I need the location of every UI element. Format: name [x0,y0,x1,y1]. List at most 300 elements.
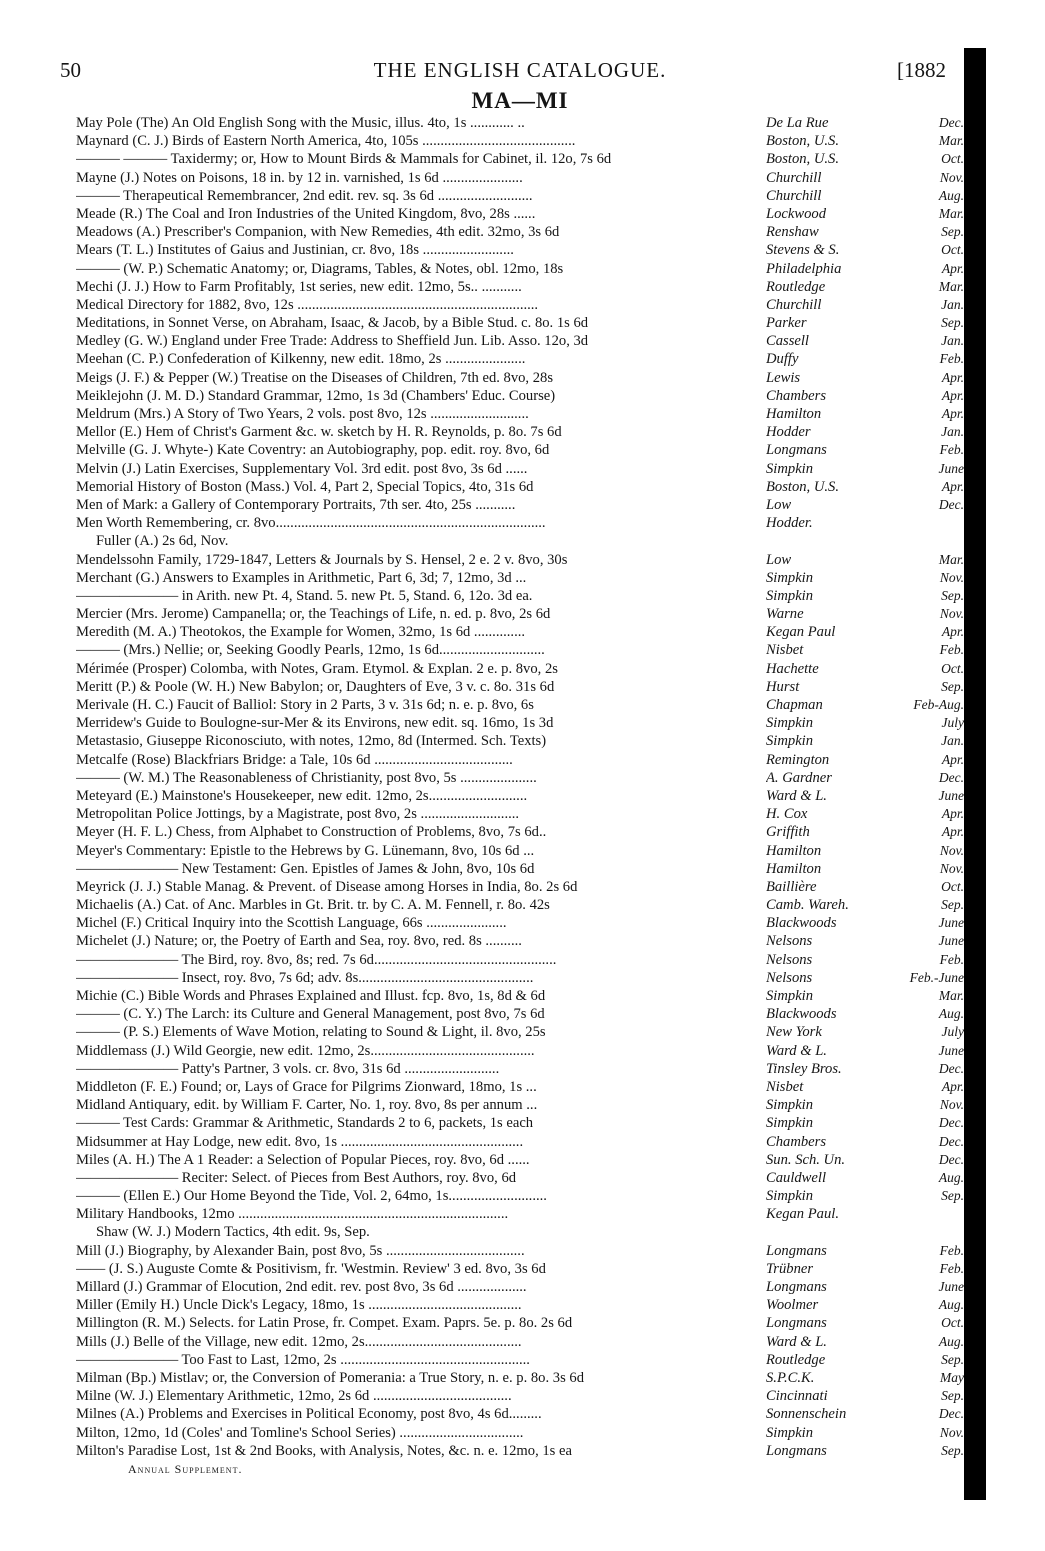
entry-description: Meritt (P.) & Poole (W. H.) New Babylon; or, Daughters of Eve, 3 v. c. 8o. 31s 6d [76,678,555,695]
entry-publisher-date [766,987,964,1005]
entry-description: Meigs (J. F.) & Pepper (W.) Treatise on the Diseases of Children, 7th ed. 8vo, 28s [76,369,553,386]
entry-date: Jan. [941,733,964,749]
catalogue-entry [76,551,964,569]
entry-publisher: Ward & L. [766,787,827,804]
entry-publisher: Lewis [766,369,801,386]
entry-publisher-date [766,860,964,878]
entry-publisher-date [766,514,964,532]
entry-publisher: Chambers [766,387,826,404]
entry-description: Memorial History of Boston (Mass.) Vol. 4, Part 2, Special Topics, 4to, 31s 6d [76,478,534,495]
entry-publisher-date [766,260,964,278]
entry-publisher-date [766,1096,964,1114]
catalogue-entry [76,532,964,550]
entry-publisher: Boston, U.S. [766,151,839,168]
entry-publisher-date [766,1114,964,1132]
catalogue-entry [76,387,964,405]
entry-publisher-date [766,1005,964,1023]
catalogue-entry [76,1096,964,1114]
entry-date: May [940,1369,964,1385]
entry-publisher-date [766,169,964,187]
entry-description: Mayne (J.) Notes on Poisons, 18 in. by 12 in. varnished, 1s 6d ...................... [76,169,523,186]
entry-publisher-date [766,823,964,841]
entry-publisher-date [766,1169,964,1187]
entry-publisher-date [766,969,964,987]
catalogue-entry [76,678,964,696]
entry-date: Nov. [939,606,964,622]
entry-publisher: H. Cox [766,806,808,823]
entry-publisher-date [766,223,964,241]
entry-description: Middleton (F. E.) Found; or, Lays of Grace for Pilgrims Zionward, 18mo, 1s ... [76,1078,537,1095]
entry-description: Milton, 12mo, 1d (Coles' and Tomline's School Series) .................................. [76,1424,524,1441]
section-heading: MA—MI [471,88,569,113]
entry-date: Nov. [939,1424,964,1440]
entry-publisher: De La Rue [766,115,829,131]
entry-date: Feb. [939,951,964,967]
entry-publisher-date [766,350,964,368]
entry-publisher: Tinsley Bros. [766,1060,842,1077]
entry-date: Dec. [938,1133,964,1149]
entry-publisher-date [766,405,964,423]
entry-date: June [938,1042,964,1058]
entry-publisher: Churchill [766,296,822,313]
entry-date: Sep. [941,315,964,331]
entry-publisher: Nisbet [766,1078,804,1095]
catalogue-entry [76,569,964,587]
entry-publisher: Longmans [766,442,827,459]
entry-publisher-date [766,696,964,714]
entry-date: June [938,787,964,803]
entry-publisher: Blackwoods [766,915,837,932]
entry-description: Midland Antiquary, edit. by William F. Carter, No. 1, roy. 8vo, 8s per annum ... [76,1097,538,1114]
entry-description: Milman (Bp.) Mistlav; or, the Conversion of Pomerania: a True Story, n. e. p. 8o. 3s 6d [76,1369,584,1386]
entry-description: Meehan (C. P.) Confederation of Kilkenny, new edit. 18mo, 2s ...................... [76,351,526,368]
entry-description: —— (J. S.) Auguste Comte & Positivism, fr. 'Westmin. Review' 3 ed. 8vo, 3s 6d [76,1260,546,1277]
catalogue-entry [76,1169,964,1187]
entry-date: July [941,1024,964,1040]
entry-publisher: Renshaw [766,224,819,241]
catalogue-entry [76,260,964,278]
entry-publisher-date [766,278,964,296]
catalogue-entry [76,860,964,878]
entry-publisher: Routledge [766,278,826,295]
entry-publisher: Ward & L. [766,1042,827,1059]
entry-publisher-date [766,605,964,623]
catalogue-entry [76,369,964,387]
entry-publisher-date [766,751,964,769]
entry-publisher-date [766,842,964,860]
entry-publisher: Longmans [766,1242,827,1259]
entry-description: Milnes (A.) Problems and Exercises in Political Economy, post 8vo, 4s 6d......... [76,1406,542,1423]
entry-publisher: Simpkin [766,1097,814,1114]
entry-date: Nov. [939,860,964,876]
entry-publisher: Boston, U.S. [766,133,839,150]
entry-date: Dec. [938,1406,964,1422]
entry-publisher-date [766,551,964,569]
entry-publisher-date [766,114,964,132]
catalogue-entry [76,205,964,223]
entry-date: June [938,933,964,949]
entry-date: Aug. [938,187,964,203]
entry-description: ——— (W. M.) The Reasonableness of Christianity, post 8vo, 5s ..................... [76,769,537,786]
entry-publisher: Nisbet [766,642,804,659]
entry-publisher: Simpkin [766,715,814,732]
entry-publisher: Simpkin [766,1424,814,1441]
entry-description: Merivale (H. C.) Faucit of Balliol: Story in 2 Parts, 3 v. 31s 6d; n. e. p. 8vo, 6s [76,697,534,713]
entry-publisher-date [766,132,964,150]
entry-publisher: Cassell [766,333,809,350]
entry-description: Meadows (A.) Prescriber's Companion, with New Remedies, 4th edit. 32mo, 3s 6d [76,224,560,241]
entry-date: Oct. [941,242,964,258]
entry-publisher: Simpkin [766,988,814,1004]
entry-date: June [938,915,964,931]
catalogue-entry [76,1223,964,1241]
entry-date: Nov. [939,169,964,185]
entry-publisher-date [766,878,964,896]
entry-publisher-date [766,805,964,823]
catalogue-page [60,58,964,1477]
entry-publisher-date [766,732,964,750]
entry-publisher: Blackwoods [766,1006,837,1023]
entry-date: Mar. [938,988,964,1003]
entry-publisher-date [766,1260,964,1278]
entry-description: Metastasio, Giuseppe Riconosciuto, with notes, 12mo, 8d (Intermed. Sch. Texts) [76,733,547,750]
entry-publisher: Chambers [766,1133,826,1150]
entry-publisher-date [770,1223,964,1241]
entry-publisher-date [766,932,964,950]
entry-date: Sep. [941,1388,964,1404]
entry-publisher-date [770,532,964,550]
entry-publisher: Hodder [766,424,811,441]
entry-description: Meldrum (Mrs.) A Story of Two Years, 2 vols. post 8vo, 12s ........................... [76,406,529,422]
entry-date: Feb. [939,442,964,458]
catalogue-entry [76,223,964,241]
catalogue-entry [76,1042,964,1060]
entry-description: Fuller (A.) 2s 6d, Nov. [96,533,229,550]
catalogue-entry [76,787,964,805]
catalogue-entry [76,423,964,441]
entry-publisher: Cincinnati [766,1388,828,1405]
entry-publisher-date [766,150,964,168]
entry-publisher: Warne [766,606,804,623]
entry-publisher: Lockwood [766,205,826,222]
catalogue-entry [76,1405,964,1423]
entry-date: Apr. [941,1078,964,1094]
entry-publisher-date [766,441,964,459]
entry-publisher: Woolmer [766,1297,819,1314]
entry-date: Aug. [938,1006,964,1022]
entry-publisher: Low [766,551,792,568]
entry-description: Melvin (J.) Latin Exercises, Supplementary Vol. 3rd edit. post 8vo, 3s 6d ...... [76,460,528,477]
entry-publisher: Duffy [766,351,799,368]
entry-description: Mill (J.) Biography, by Alexander Bain, post 8vo, 5s ...................................... [76,1242,525,1259]
entry-publisher: Longmans [766,1442,827,1459]
entry-publisher-date [766,896,964,914]
entry-description: Medley (G. W.) England under Free Trade: Address to Sheffield Jun. Lib. Asso. 12o, 3d [76,333,589,350]
catalogue-entry [76,187,964,205]
entry-publisher-date [766,1060,964,1078]
entry-description: Milton's Paradise Lost, 1st & 2nd Books, with Analysis, Notes, &c. n. e. 12mo, 1s ea [76,1442,572,1459]
catalogue-entry [76,805,964,823]
catalogue-entry [76,1114,964,1132]
entry-publisher: Churchill [766,187,822,204]
entry-description: Metcalfe (Rose) Blackfriars Bridge: a Tale, 10s 6d ...................................... [76,751,513,768]
entry-date: Sep. [941,897,964,913]
entry-publisher-date [766,1042,964,1060]
entry-date: Dec. [938,115,964,130]
entry-date: Oct. [941,151,964,167]
entry-description: Meditations, in Sonnet Verse, on Abraham, Isaac, & Jacob, by a Bible Stud. c. 8o. 1s 6d [76,315,589,332]
entry-publisher: Philadelphia [766,260,842,277]
catalogue-entry [76,114,964,132]
entry-publisher: Longmans [766,1279,827,1295]
catalogue-entry [76,496,964,514]
catalogue-entry [76,1060,964,1078]
entry-publisher: Stevens & S. [766,242,840,259]
catalogue-entry [76,1133,964,1151]
entry-date: Mar. [938,551,964,567]
entry-publisher: Longmans [766,1315,827,1332]
entry-date: Feb-Aug. [913,697,964,712]
entry-date: Apr. [941,624,964,640]
entry-date: Apr. [941,387,964,403]
catalogue-entry [76,169,964,187]
entry-description: Middlemass (J.) Wild Georgie, new edit. 12mo, 2s............................................. [76,1042,535,1059]
catalogue-entry [76,878,964,896]
catalogue-entry [76,969,964,987]
catalogue-entry [76,350,964,368]
entry-description: Mellor (E.) Hem of Christ's Garment &c. w. sketch by H. R. Reynolds, p. 8o. 7s 6d [76,424,562,441]
entry-date: Oct. [941,1315,964,1331]
entry-publisher: Simpkin [766,733,814,750]
entry-publisher: Hachette [766,660,819,677]
catalogue-entry [76,1023,964,1041]
entry-description: ——————— The Bird, roy. 8vo, 8s; red. 7s 6d.................................................. [76,951,557,968]
page-number: 50 [60,58,81,82]
entry-publisher: Simpkin [766,587,814,604]
entry-date: Oct. [941,660,964,676]
entry-publisher: Simpkin [766,1188,814,1205]
catalogue-entry [76,896,964,914]
entry-publisher: Simpkin [766,460,814,477]
entry-date: Dec. [938,769,964,785]
catalogue-entry [76,1205,964,1223]
entry-publisher-date [766,1296,964,1314]
entry-description: Michelet (J.) Nature; or, the Poetry of Earth and Sea, roy. 8vo, red. 8s .......... [76,933,522,950]
entry-publisher-date [766,296,964,314]
catalogue-title: THE ENGLISH CATALOGUE. [373,58,667,82]
entry-publisher: Sonnenschein [766,1406,847,1423]
entry-publisher: Nelsons [766,951,813,968]
entry-date: Feb. [939,642,964,658]
catalogue-entry [76,1005,964,1023]
entry-publisher-date [766,1242,964,1260]
entry-publisher: Griffith [766,824,810,841]
catalogue-entry [76,514,964,532]
entry-publisher-date [766,1151,964,1169]
entry-publisher: Kegan Paul [766,624,836,641]
catalogue-entry [76,932,964,950]
entry-description: Maynard (C. J.) Birds of Eastern North America, 4to, 105s .......................................... [76,133,576,150]
entry-description: Mills (J.) Belle of the Village, new edit. 12mo, 2s........................................... [76,1333,522,1350]
entry-description: Mercier (Mrs. Jerome) Campanella; or, the Teachings of Life, n. ed. p. 8vo, 2s 6d [76,606,551,623]
entry-publisher-date [766,569,964,587]
catalogue-entry [76,1260,964,1278]
catalogue-entry [76,1333,964,1351]
entry-description: Milne (W. J.) Elementary Arithmetic, 12mo, 2s 6d ...................................... [76,1388,512,1405]
entry-description: Michaelis (A.) Cat. of Anc. Marbles in Gt. Brit. tr. by C. A. M. Fennell, r. 8o. 42s [76,897,550,914]
catalogue-entry [76,278,964,296]
entry-publisher-date [766,914,964,932]
entry-date: July [941,715,964,731]
entry-publisher: New York [766,1024,822,1041]
entry-description: Shaw (W. J.) Modern Tactics, 4th edit. 9s, Sep. [96,1224,370,1241]
entry-publisher: Low [766,496,792,513]
entry-description: ——— Test Cards: Grammar & Arithmetic, Standards 2 to 6, packets, 1s each [76,1115,534,1132]
entry-description: Men of Mark: a Gallery of Contemporary Portraits, 7th ser. 4to, 25s ........... [76,496,516,513]
entry-publisher-date [766,314,964,332]
catalogue-entry [76,605,964,623]
catalogue-entry [76,314,964,332]
entry-publisher: Cauldwell [766,1169,826,1186]
catalogue-entry [76,623,964,641]
entry-publisher: Sun. Sch. Un. [766,1151,846,1168]
entry-date: Feb. [939,1242,964,1258]
entry-date: Apr. [941,806,964,822]
entry-description: ——————— Too Fast to Last, 12mo, 2s .................................................... [76,1351,530,1368]
entry-publisher-date [766,241,964,259]
entry-publisher: Trübner [766,1260,814,1277]
entry-description: Midsummer at Hay Lodge, new edit. 8vo, 1s .................................................. [76,1133,524,1150]
entry-date: Apr. [941,478,964,494]
entry-publisher-date [766,369,964,387]
entry-description: ——— (P. S.) Elements of Wave Motion, relating to Sound & Light, il. 8vo, 25s [76,1024,546,1041]
entry-publisher-date [766,1333,964,1351]
catalogue-entry [76,405,964,423]
entry-date: Aug. [938,1333,964,1349]
catalogue-entry [76,478,964,496]
entry-description: Melville (G. J. Whyte-) Kate Coventry: an Autobiography, pop. edit. roy. 8vo, 6d [76,442,550,459]
entry-publisher: Churchill [766,169,822,186]
entry-description: Meredith (M. A.) Theotokos, the Example for Women, 32mo, 1s 6d .............. [76,624,526,641]
entry-publisher: Baillière [766,878,817,895]
entry-publisher: Nelsons [766,933,813,950]
catalogue-entry [76,842,964,860]
entry-date: Sep. [941,587,964,603]
catalogue-entry [76,1296,964,1314]
entry-description: ——————— in Arith. new Pt. 4, Stand. 5. new Pt. 5, Stand. 6, 12o. 3d ea. [76,587,533,604]
entry-description: Miller (Emily H.) Uncle Dick's Legacy, 18mo, 1s .......................................... [76,1297,522,1314]
entry-publisher: Kegan Paul. [766,1206,839,1223]
entry-date: Mar. [938,133,964,149]
catalogue-entry [76,1278,964,1296]
catalogue-entry [76,732,964,750]
entry-publisher-date [766,1369,964,1387]
catalogue-entry [76,696,964,714]
entry-description: Medical Directory for 1882, 8vo, 12s .................................................................. [76,296,539,313]
catalogue-entry [76,914,964,932]
entry-description: Meyer (H. F. L.) Chess, from Alphabet to Construction of Problems, 8vo, 7s 6d.. [76,824,547,841]
entry-description: ——————— Patty's Partner, 3 vols. cr. 8vo, 31s 6d .......................... [76,1060,500,1077]
entry-date: Mar. [938,278,964,294]
entry-publisher: A. Gardner [766,769,832,786]
entry-date: Apr. [941,406,964,421]
catalogue-year: [1882 [897,58,946,82]
catalogue-entry [76,1369,964,1387]
entry-description: ——————— Insect, roy. 8vo, 7s 6d; adv. 8s................................................ [76,969,534,986]
entry-publisher: Chapman [766,697,823,713]
catalogue-entry [76,660,964,678]
entry-publisher-date [766,387,964,405]
entry-description: Meteyard (E.) Mainstone's Housekeeper, new edit. 12mo, 2s........................... [76,787,528,804]
entry-description: ——————— New Testament: Gen. Epistles of James & John, 8vo, 10s 6d [76,860,535,877]
entry-publisher: Hamilton [766,860,822,877]
entry-date: Dec. [938,1115,964,1131]
entry-date: Jan. [941,424,964,440]
entry-date: Sep. [941,1351,964,1367]
entry-date: Dec. [938,496,964,512]
entry-publisher: Hodder. [766,515,813,532]
catalogue-entry [76,332,964,350]
entry-description: Metropolitan Police Jottings, by a Magistrate, post 8vo, 2s ........................... [76,806,520,823]
entry-publisher-date [766,787,964,805]
entry-publisher-date [766,1351,964,1369]
entry-date: Apr. [941,751,964,767]
entry-publisher-date [766,660,964,678]
catalogue-entry [76,769,964,787]
entry-description: Merchant (G.) Answers to Examples in Arithmetic, Part 6, 3d; 7, 12mo, 3d ... [76,569,527,586]
entry-description: ——— (W. P.) Schematic Anatomy; or, Diagrams, Tables, & Notes, obl. 12mo, 18s [76,260,564,277]
entry-description: Mérimée (Prosper) Colomba, with Notes, Gram. Etymol. & Explan. 2 e. p. 8vo, 2s [76,660,558,677]
entry-publisher-date [766,478,964,496]
entry-description: ——————— Reciter: Select. of Pieces from Best Authors, roy. 8vo, 6d [76,1169,517,1186]
entry-publisher: Hamilton [766,842,822,859]
entry-publisher-date [766,1023,964,1041]
entry-publisher: Camb. Wareh. [766,897,849,914]
entry-description: Meyer's Commentary: Epistle to the Hebrews by G. Lünemann, 8vo, 10s 6d ... [76,842,535,859]
catalogue-entry [76,714,964,732]
entry-publisher-date [766,205,964,223]
entry-date: Feb. [939,1260,964,1276]
catalogue-entry [76,587,964,605]
entry-date: Dec. [938,1060,964,1076]
entry-date: Jan. [941,296,964,312]
entry-description: Millard (J.) Grammar of Elocution, 2nd edit. rev. post 8vo, 3s 6d ................... [76,1279,527,1295]
entry-description: Meiklejohn (J. M. D.) Standard Grammar, 12mo, 1s 3d (Chambers' Educ. Course) [76,387,556,404]
entry-publisher-date [766,1133,964,1151]
entry-date: Sep. [941,224,964,240]
entry-date: Feb. [939,351,964,367]
entry-date: Dec. [938,1151,964,1167]
entry-publisher: Hamilton [766,406,822,422]
entry-description: ——— Therapeutical Remembrancer, 2nd edit. rev. sq. 3s 6d .......................... [76,187,533,204]
entry-publisher-date [766,951,964,969]
entry-publisher-date [766,1405,964,1423]
catalogue-entry [76,823,964,841]
entry-publisher-date [766,187,964,205]
catalogue-entry [76,150,964,168]
entry-description: Military Handbooks, 12mo .......................................................................... [76,1206,509,1223]
entry-publisher-date [766,1442,964,1460]
entry-date: Sep. [941,1188,964,1204]
entry-date: Feb.-June [909,969,964,985]
entry-publisher: Nelsons [766,969,813,986]
entry-publisher: Ward & L. [766,1333,827,1350]
entry-publisher-date [766,496,964,514]
entry-publisher-date [766,1424,964,1442]
entry-publisher-date [766,1387,964,1405]
entry-date: Oct. [941,878,964,894]
entry-publisher-date [766,1314,964,1332]
